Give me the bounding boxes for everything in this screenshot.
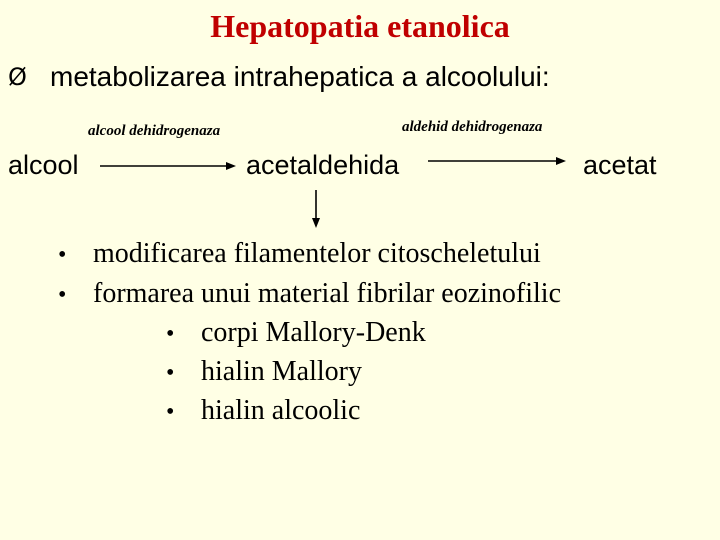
effect-item: modificarea filamentelor citoscheletului xyxy=(93,238,541,269)
bullet-icon: • xyxy=(166,360,175,386)
substrate-alcool: alcool xyxy=(8,150,79,180)
down-arrow-icon xyxy=(310,190,322,230)
effect-item: formarea unui material fibrilar eozinofilic xyxy=(93,278,562,309)
reaction-arrow-2-icon xyxy=(428,155,570,167)
product-acetat: acetat xyxy=(583,150,657,180)
sub-effect-item: corpi Mallory-Denk xyxy=(201,317,426,348)
reaction-arrow-1-icon xyxy=(100,160,240,172)
bullet-icon: • xyxy=(166,321,175,347)
arrow-bullet-icon: Ø xyxy=(8,63,27,91)
bullet-icon: • xyxy=(58,282,67,308)
sub-effect-item: hialin alcoolic xyxy=(201,395,361,426)
enzyme-label-aldehyde-dehydrogenase: aldehid dehidrogenaza xyxy=(402,119,543,135)
sub-effect-item: hialin Mallory xyxy=(201,356,362,387)
section-heading: metabolizarea intrahepatica a alcoolului: xyxy=(50,61,550,92)
intermediate-acetaldehida: acetaldehida xyxy=(246,150,400,180)
bullet-icon: • xyxy=(166,399,175,425)
enzyme-label-alcohol-dehydrogenase: alcool dehidrogenaza xyxy=(88,123,221,139)
slide-title: Hepatopatia etanolica xyxy=(210,8,510,44)
bullet-icon: • xyxy=(58,242,67,268)
